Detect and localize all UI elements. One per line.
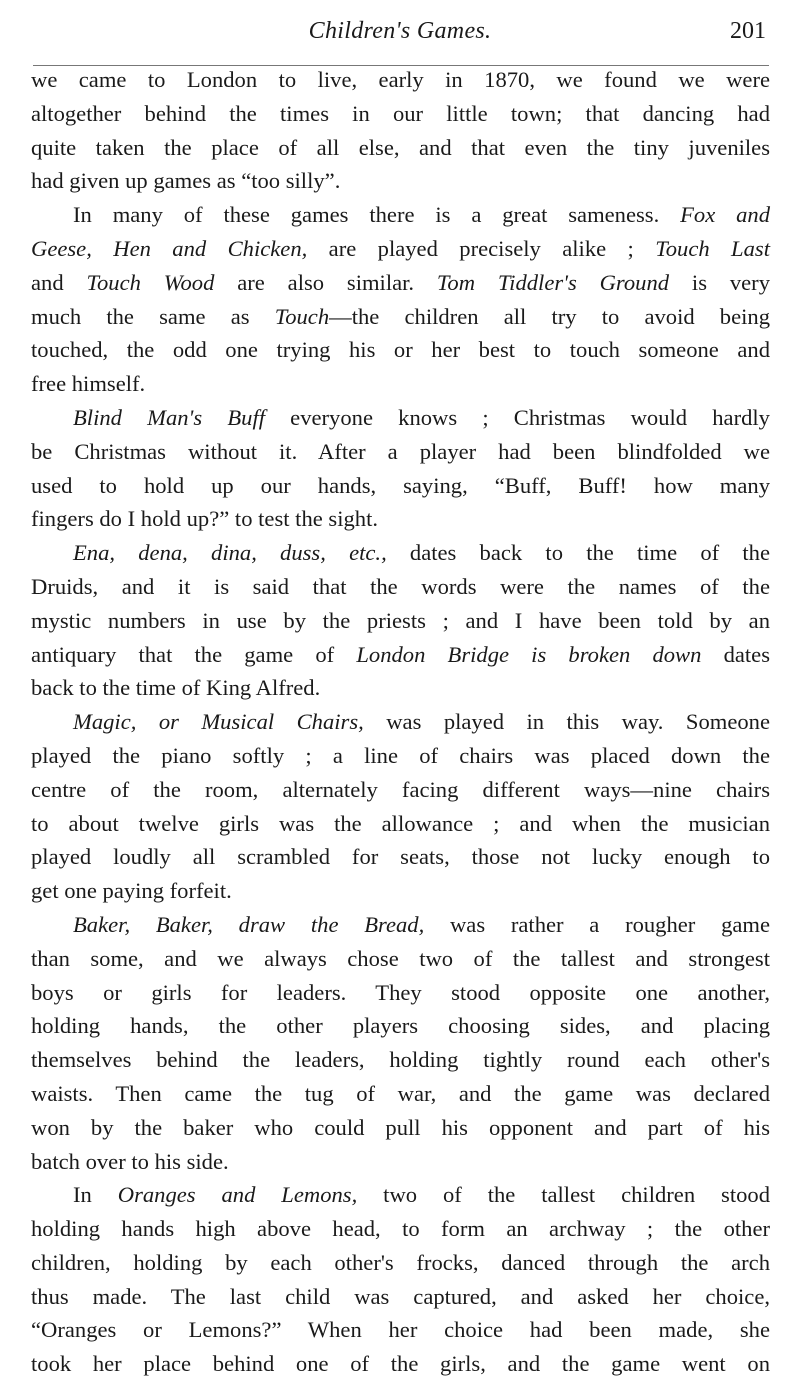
text-line	[31, 536, 770, 570]
body-text-segment: was rather a rougher game	[424, 911, 771, 937]
text-line	[31, 1212, 770, 1246]
text-line	[31, 1077, 770, 1111]
body-text-segment: won by the baker who could pull his opponent and part of his	[31, 1114, 770, 1140]
text-line	[31, 840, 770, 874]
body-text-segment: boys or girls for leaders. They stood opposite one another,	[31, 979, 770, 1005]
body-text-segment: than some, and we always chose two of the tallest and strongest	[31, 945, 770, 971]
body-text-segment: fingers do I hold up?” to test the sight.	[31, 506, 379, 532]
body-text-segment: played the piano softly ; a line of chairs was placed down the	[31, 742, 770, 768]
body-text-segment: had given up games as “too silly”.	[31, 168, 341, 194]
italic-title-text: Fox and	[680, 202, 770, 228]
body-text-segment: In many of these games there is a great sameness.	[73, 202, 681, 228]
text-line	[31, 908, 770, 942]
text-line	[31, 502, 770, 536]
body-text-segment: played loudly all scrambled for seats, those not lucky enough to	[31, 844, 770, 870]
body-text-segment: used to hold up our hands, saying, “Buff, Buff! how many	[31, 472, 770, 498]
text-line	[31, 705, 770, 739]
italic-title-text: Touch Wood	[86, 269, 215, 295]
text-line	[31, 435, 770, 469]
body-text-segment: centre of the room, alternately facing different ways—nine chairs	[31, 776, 770, 802]
body-text-segment: mystic numbers in use by the priests ; and I have been told by an	[31, 607, 770, 633]
italic-title-text: Touch	[274, 303, 330, 329]
text-line	[31, 1347, 770, 1381]
text-line	[31, 469, 770, 503]
text-line	[31, 773, 770, 807]
text-line	[31, 570, 770, 604]
body-text-segment: batch over to his side.	[31, 1148, 229, 1174]
body-text-segment: waists. Then came the tug of war, and the game was declared	[31, 1080, 770, 1106]
body-text-segment: was played in this way. Someone	[363, 709, 770, 735]
body-text-segment: to about twelve girls was the allowance ; and when the musician	[31, 810, 770, 836]
body-text-segment: back to the time of King Alfred.	[31, 675, 321, 701]
body-text-segment: Druids, and it is said that the words were the names of the	[31, 573, 770, 599]
body-text-segment: two of the tallest children stood	[357, 1182, 771, 1208]
text-line	[31, 942, 770, 976]
running-head	[0, 18, 800, 54]
text-line	[31, 1043, 770, 1077]
text-line	[31, 300, 770, 334]
body-text-segment: we came to London to live, early in 1870, we found we were	[31, 67, 770, 92]
text-line	[31, 1280, 770, 1314]
body-text-segment: holding hands, the other players choosing sides, and placing	[31, 1013, 770, 1039]
text-line	[31, 164, 770, 198]
text-line	[31, 807, 770, 841]
italic-title-text: Baker, Baker, draw the Bread,	[73, 911, 425, 937]
text-line	[31, 1145, 770, 1179]
text-line	[31, 1246, 770, 1280]
text-line	[31, 131, 770, 165]
text-line	[31, 401, 770, 435]
body-text-segment: get one paying forfeit.	[31, 878, 232, 904]
text-line	[31, 1313, 770, 1347]
italic-title-text: Blind Man's Buff	[73, 404, 265, 430]
italic-title-text: Ena, dena, dina, duss, etc.,	[73, 540, 387, 566]
body-text-segment: are played precisely alike ;	[307, 235, 656, 261]
body-text-segment: altogether behind the times in our little town; that dancing had	[31, 100, 770, 126]
italic-title-text: Touch Last	[655, 235, 770, 261]
body-text-segment: touched, the odd one trying his or her best to touch someone and	[31, 337, 770, 363]
text-line	[31, 1178, 770, 1212]
body-text-segment: be Christmas without it. After a player had been blindfolded we	[31, 438, 770, 464]
text-line	[31, 604, 770, 638]
text-line	[31, 874, 770, 908]
text-line	[31, 671, 770, 705]
text-line	[31, 266, 770, 300]
text-line	[31, 198, 770, 232]
italic-title-text: London Bridge is broken down	[356, 641, 702, 667]
italic-title-text: Tom Tiddler's Ground	[436, 269, 670, 295]
text-line	[31, 976, 770, 1010]
text-line	[31, 739, 770, 773]
body-text-segment: free himself.	[31, 371, 146, 397]
text-line	[31, 232, 770, 266]
body-text-segment: children, holding by each other's frocks, danced through the arch	[31, 1249, 770, 1275]
body-text-segment: is very	[669, 269, 770, 295]
body-text-segment: much the same as	[31, 303, 275, 329]
body-text-segment: “Oranges or Lemons?” When her choice had been made, she	[31, 1317, 770, 1343]
body-text-segment: everyone knows ; Christmas would hardly	[265, 404, 770, 430]
body-text-segment: took her place behind one of the girls, and the game went on	[31, 1351, 770, 1377]
body-text-segment: antiquary that the game of	[31, 641, 357, 667]
body-text	[31, 63, 770, 1381]
text-line	[31, 333, 770, 367]
page-number: 201	[730, 18, 766, 44]
text-line	[31, 63, 770, 97]
body-text-segment: and	[31, 269, 87, 295]
text-line	[31, 638, 770, 672]
body-text-segment: dates back to the time of the	[386, 540, 770, 566]
body-text-segment: holding hands high above head, to form an archway ; the other	[31, 1216, 770, 1242]
text-line	[31, 1009, 770, 1043]
body-text-segment: In	[73, 1182, 118, 1208]
running-head-title: Children's Games.	[308, 18, 492, 44]
text-line	[31, 97, 770, 131]
text-line	[31, 367, 770, 401]
italic-title-text: Magic, or Musical Chairs,	[73, 709, 364, 735]
body-text-segment: are also similar.	[214, 269, 437, 295]
body-text-segment: dates	[701, 641, 770, 667]
body-text-segment: —the children all try to avoid being	[329, 303, 771, 329]
text-line	[31, 1111, 770, 1145]
italic-title-text: Geese, Hen and Chicken,	[31, 235, 308, 261]
italic-title-text: Oranges and Lemons,	[117, 1182, 358, 1208]
body-text-segment: quite taken the place of all else, and that even the tiny juveniles	[31, 134, 770, 160]
body-text-segment: thus made. The last child was captured, and asked her choice,	[31, 1283, 770, 1309]
body-text-segment: themselves behind the leaders, holding tightly round each other's	[31, 1047, 770, 1073]
